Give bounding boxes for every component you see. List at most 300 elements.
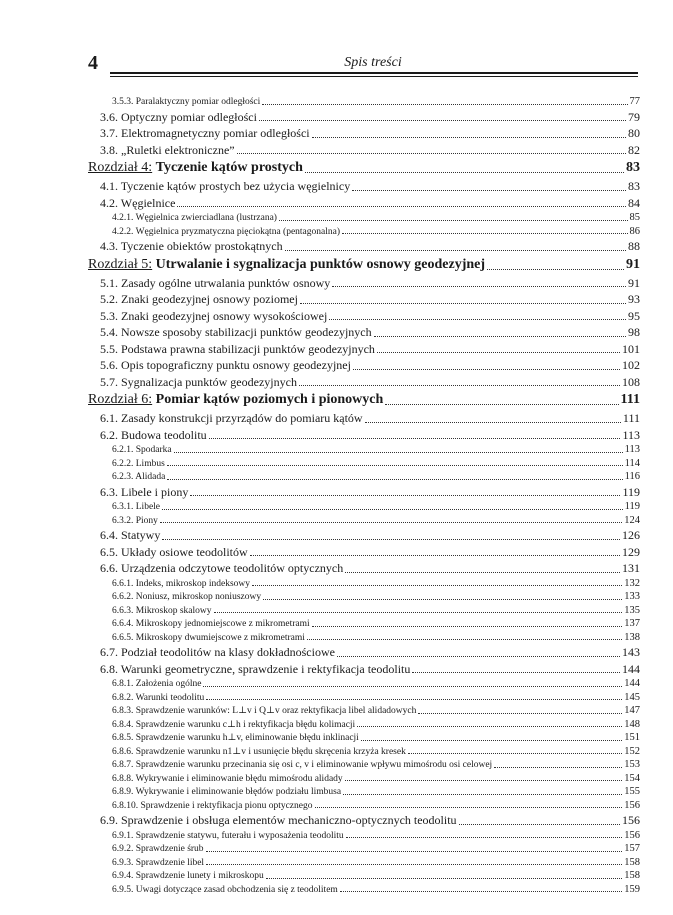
section-number: 6.2.1. (112, 445, 134, 455)
dot-leader (346, 837, 623, 838)
toc-section[interactable] (88, 357, 640, 374)
table-of-contents (88, 95, 640, 896)
page-ref: 144 (624, 678, 640, 689)
section-title: Mikroskopy jednomiejscowe z mikrometrami (135, 619, 310, 629)
dot-leader (174, 452, 623, 453)
toc-entry-label (112, 857, 204, 870)
section-title: Urządzenia odczytowe teodolitów optycznych (121, 561, 344, 575)
page-ref: 83 (626, 160, 640, 175)
toc-entry-label (88, 255, 485, 274)
dot-leader (337, 656, 620, 657)
toc-section[interactable] (88, 109, 640, 126)
toc-entry-label (112, 746, 406, 759)
page-ref: 77 (629, 96, 640, 107)
toc-section[interactable] (88, 238, 640, 255)
section-number: 5.3. (100, 308, 118, 323)
page-ref: 85 (629, 212, 640, 223)
toc-subsection[interactable] (88, 799, 640, 813)
toc-section[interactable] (88, 427, 640, 444)
dot-leader (266, 878, 623, 879)
section-title: Opis topograficzny punktu osnowy geodezyjnej (121, 358, 351, 372)
section-number: 6.9.5. (112, 884, 134, 895)
toc-subsection[interactable] (88, 211, 640, 225)
dot-leader (214, 612, 623, 613)
section-title: Statywy (121, 528, 161, 542)
section-number: 6.8.6. (112, 746, 134, 757)
page-ref: 108 (622, 374, 640, 389)
toc-chapter[interactable] (88, 255, 640, 275)
section-title: Limbus (135, 458, 165, 469)
section-number: 3.6. (100, 109, 118, 124)
page-ref: 98 (628, 325, 640, 339)
section-title: Mikroskop skalowy (135, 605, 212, 616)
toc-section[interactable] (88, 410, 640, 427)
dot-leader (206, 851, 623, 852)
section-number: 6.8.4. (112, 719, 134, 730)
section-title: Węgielnica zwierciadlana (lustrzana) (135, 213, 277, 223)
toc-entry-label (112, 870, 264, 883)
section-title: Warunki geometryczne, sprawdzenie i rektyfikacja teodolitu (120, 661, 411, 676)
section-number: 6.2.3. (112, 472, 134, 482)
toc-entry-label (100, 544, 248, 560)
section-number: 4.2.2. (112, 226, 134, 237)
section-number: 3.8. (100, 142, 118, 157)
section-number: 6.8.3. (112, 706, 134, 716)
toc-section[interactable] (88, 644, 640, 661)
section-title: Sprawdzenie warunku przecinania się osi c, v i eliminowanie wpływu mimośrodu osi celowej (135, 760, 493, 770)
page-ref: 113 (624, 444, 640, 455)
page-ref: 133 (624, 591, 640, 602)
dot-leader (352, 190, 626, 191)
toc-subsection[interactable] (88, 590, 640, 604)
toc-section[interactable] (88, 341, 640, 358)
toc-subsection[interactable] (88, 772, 640, 786)
section-title: Nowsze sposoby stabilizacji punktów geodezyjnych (121, 325, 372, 339)
page-ref: 114 (624, 457, 640, 469)
dot-leader (162, 509, 623, 510)
toc-entry-label (100, 812, 457, 828)
page-ref: 156 (624, 829, 640, 841)
dot-leader (209, 438, 621, 439)
section-number: 6.3.1. (112, 502, 134, 512)
toc-entry-label (112, 444, 172, 457)
toc-entry-label (112, 618, 310, 631)
section-title: Podstawa prawna stabilizacji punktów geodezyjnych (121, 341, 375, 356)
dot-leader (259, 120, 626, 121)
dot-leader (263, 599, 622, 600)
toc-entry-label (100, 275, 330, 291)
section-title: Warunki teodolitu (135, 692, 205, 703)
page-ref: 131 (622, 561, 640, 575)
section-title: Wykrywanie i eliminowanie błędu mimośrodu alidady (135, 773, 343, 784)
toc-entry-label (112, 591, 261, 604)
toc-entry-label (112, 692, 204, 705)
toc-entry-label (112, 471, 165, 484)
toc-entry-label (100, 109, 257, 125)
page-ref: 95 (628, 308, 640, 323)
section-number: 5.4. (100, 325, 118, 339)
section-title: Paralaktyczny pomiar odległości (135, 97, 261, 107)
section-title: Budowa teodolitu (121, 427, 207, 442)
section-number: 6.1. (100, 411, 118, 425)
section-number: 6.8.10. (112, 800, 139, 811)
toc-entry-label (88, 390, 383, 409)
toc-entry-label (100, 324, 372, 340)
section-title: Znaki geodezyjnej osnowy poziomej (121, 292, 298, 306)
dot-leader (365, 422, 621, 423)
dot-leader (307, 639, 622, 640)
page-ref: 82 (628, 142, 640, 157)
section-number: 4.3. (100, 239, 118, 253)
section-number: 5.1. (100, 275, 118, 290)
toc-entry-label (112, 578, 250, 591)
toc-section[interactable] (88, 142, 640, 159)
page-ref: 116 (624, 471, 640, 482)
section-number: 4.2.1. (112, 213, 134, 223)
page-ref: 119 (624, 501, 640, 512)
section-number: 6.4. (100, 528, 118, 542)
dot-leader (459, 824, 620, 825)
section-number: 6.6.2. (112, 592, 134, 602)
toc-subsection[interactable] (88, 617, 640, 631)
toc-section[interactable] (88, 275, 640, 292)
section-number: 6.2. (100, 427, 118, 442)
section-number: 3.7. (100, 126, 118, 140)
toc-entry-label (112, 786, 341, 799)
section-number: 6.9.1. (112, 830, 134, 841)
dot-leader (385, 404, 618, 405)
toc-section[interactable] (88, 484, 640, 501)
toc-entry-label (100, 410, 363, 426)
toc-section[interactable] (88, 324, 640, 341)
toc-subsection[interactable] (88, 856, 640, 870)
section-title: Sprawdzenie warunku h⊥v, eliminowanie błędu inklinacji (135, 733, 359, 743)
toc-entry-label (100, 341, 375, 357)
section-number: 6.6.5. (112, 632, 134, 643)
section-title: Zasady konstrukcji przyrządów do pomiaru kątów (121, 411, 363, 425)
section-title: Piony (135, 515, 158, 526)
toc-entry-label (112, 773, 343, 786)
dot-leader (299, 385, 620, 386)
toc-subsection[interactable] (88, 225, 640, 239)
dot-leader (353, 369, 620, 370)
toc-entry-label (100, 125, 310, 141)
toc-subsection[interactable] (88, 745, 640, 759)
toc-entry-label (112, 843, 204, 856)
dot-leader (190, 495, 620, 496)
toc-entry-label (112, 605, 212, 618)
toc-section[interactable] (88, 291, 640, 308)
page-ref: 111 (620, 392, 640, 407)
section-title: Założenia ogólne (135, 679, 202, 689)
page-ref: 79 (628, 109, 640, 124)
section-title: Sprawdzenie lunety i mikroskopu (135, 871, 264, 881)
toc-entry-label (100, 527, 160, 543)
toc-subsection[interactable] (88, 842, 640, 856)
page-ref: 137 (624, 618, 640, 629)
toc-section[interactable] (88, 125, 640, 142)
page-ref: 86 (629, 225, 640, 237)
dot-leader (343, 794, 622, 795)
page-ref: 91 (626, 256, 640, 272)
section-title: Węgielnice (120, 195, 176, 210)
dot-leader (412, 672, 620, 673)
toc-entry-label (112, 800, 313, 813)
dot-leader (374, 336, 626, 337)
toc-entry-label (100, 291, 298, 307)
section-number: 6.8. (100, 661, 118, 676)
toc-subsection[interactable] (88, 758, 640, 772)
page-ref: 159 (624, 883, 640, 895)
toc-subsection[interactable] (88, 785, 640, 799)
page-ref: 93 (628, 292, 640, 306)
toc-entry-label (112, 705, 416, 718)
page-ref: 135 (624, 604, 640, 616)
chapter-title: Pomiar kątów poziomych i pionowych (155, 392, 384, 407)
chapter-title: Utrwalanie i sygnalizacja punktów osnowy geodezyjnej (155, 256, 486, 272)
dot-leader (345, 572, 620, 573)
section-number: 6.2.2. (112, 458, 134, 469)
toc-entry-label (112, 759, 492, 772)
toc-subsection[interactable] (88, 443, 640, 457)
page-ref: 147 (624, 705, 640, 716)
toc-entry-label (100, 308, 327, 324)
section-number: 6.6.1. (112, 578, 134, 589)
chapter-number: Rozdział 4: (88, 160, 153, 175)
section-title: Sprawdzenie libel (135, 857, 205, 868)
toc-section[interactable] (88, 527, 640, 544)
page-ref: 129 (622, 544, 640, 559)
section-title: Mikroskopy dwumiejscowe z mikrometrami (135, 632, 305, 643)
dot-leader (345, 780, 623, 781)
section-title: Spodarka (135, 445, 172, 455)
section-number: 4.1. (100, 179, 118, 193)
dot-leader (167, 479, 622, 480)
running-title: Spis treści (344, 55, 402, 70)
section-number: 6.3. (100, 484, 118, 499)
dot-leader (252, 585, 622, 586)
toc-section[interactable] (88, 374, 640, 391)
section-title: Indeks, mikroskop indeksowy (135, 578, 251, 589)
toc-chapter[interactable] (88, 158, 640, 178)
dot-leader (206, 864, 622, 865)
toc-subsection[interactable] (88, 677, 640, 691)
section-number: 6.6.4. (112, 619, 134, 629)
section-title: Sprawdzenie warunku n1⊥v i usunięcie błędu skręcenia krzyża kresek (135, 746, 406, 757)
toc-subsection[interactable] (88, 869, 640, 883)
toc-subsection[interactable] (88, 704, 640, 718)
section-title: Optyczny pomiar odległości (121, 109, 257, 124)
toc-entry-label (100, 661, 410, 677)
toc-subsection[interactable] (88, 514, 640, 528)
toc-section[interactable] (88, 195, 640, 212)
toc-entry-label (112, 830, 344, 843)
section-number: 6.5. (100, 544, 118, 559)
toc-entry-label (112, 212, 277, 225)
page-ref: 83 (628, 179, 640, 193)
toc-entry-label (112, 719, 355, 732)
toc-entry-label (112, 515, 158, 528)
header-rule (110, 72, 638, 74)
page-ref: 156 (624, 799, 640, 811)
dot-leader (312, 626, 623, 627)
section-title: Libele (135, 502, 161, 512)
section-title: Wykrywanie i eliminowanie błędów podziału limbusa (135, 787, 342, 797)
page-ref: 111 (622, 411, 640, 425)
chapter-number: Rozdział 5: (88, 256, 153, 272)
toc-section[interactable] (88, 661, 640, 678)
section-title: Uwagi dotyczące zasad obchodzenia się z teodolitem (135, 884, 338, 895)
page-ref: 101 (622, 341, 640, 356)
page-ref: 155 (624, 786, 640, 797)
toc-entry-label (112, 678, 201, 691)
toc-entry-label (88, 158, 303, 177)
toc-section[interactable] (88, 544, 640, 561)
page-ref: 138 (624, 631, 640, 643)
toc-entry-label (100, 374, 297, 390)
toc-subsection[interactable] (88, 500, 640, 514)
toc-entry-label (100, 178, 350, 194)
dot-leader (167, 465, 623, 466)
section-title: Układy osiowe teodolitów (121, 544, 248, 559)
page-ref: 88 (628, 239, 640, 253)
toc-subsection[interactable] (88, 731, 640, 745)
toc-entry-label (112, 226, 340, 239)
page-ref: 158 (624, 856, 640, 868)
section-number: 5.6. (100, 358, 118, 372)
toc-section[interactable] (88, 560, 640, 577)
dot-leader (262, 104, 627, 105)
toc-entry-label (100, 142, 235, 158)
section-number: 6.9. (100, 813, 118, 827)
toc-subsection[interactable] (88, 95, 640, 109)
dot-leader (408, 753, 622, 754)
toc-entry-label (112, 884, 338, 897)
dot-leader (332, 286, 626, 287)
section-title: Sprawdzenie i obsługa elementów mechaniczno-optycznych teodolitu (121, 813, 457, 827)
section-title: Alidada (135, 472, 166, 482)
section-title: „Ruletki elektroniczne” (121, 142, 235, 157)
toc-section[interactable] (88, 812, 640, 829)
header-rule-thin (110, 76, 638, 77)
section-title: Sprawdzenie warunku c⊥h i rektyfikacja błędu kolimacji (135, 719, 356, 730)
section-number: 5.5. (100, 341, 118, 356)
section-title: Sprawdzenie warunków: L⊥v i Q⊥v oraz rektyfikacja libel alidadowych (135, 706, 417, 716)
section-number: 5.2. (100, 292, 118, 306)
page-ref: 80 (628, 126, 640, 140)
toc-entry-label (112, 458, 165, 471)
toc-subsection[interactable] (88, 883, 640, 897)
section-number: 6.8.9. (112, 787, 134, 797)
dot-leader (494, 767, 622, 768)
toc-subsection[interactable] (88, 604, 640, 618)
toc-entry-label (100, 238, 283, 254)
page-ref: 143 (622, 645, 640, 659)
page-ref: 102 (622, 358, 640, 372)
page-ref: 113 (622, 427, 640, 442)
toc-subsection[interactable] (88, 691, 640, 705)
section-title: Libele i piony (121, 484, 189, 499)
dot-leader (160, 522, 622, 523)
toc-entry-label (100, 484, 188, 500)
section-title: Elektromagnetyczny pomiar odległości (121, 126, 310, 140)
dot-leader (361, 740, 622, 741)
dot-leader (285, 250, 626, 251)
toc-entry-label (100, 644, 335, 660)
page-ref: 126 (622, 528, 640, 542)
dot-leader (418, 713, 622, 714)
toc-entry-label (112, 732, 359, 745)
toc-entry-label (100, 560, 343, 576)
dot-leader (377, 352, 620, 353)
toc-entry-label (112, 501, 160, 514)
section-number: 4.2. (100, 195, 118, 210)
toc-subsection[interactable] (88, 470, 640, 484)
dot-leader (300, 303, 626, 304)
section-number: 6.9.2. (112, 844, 134, 854)
dot-leader (329, 319, 626, 320)
page-ref: 154 (624, 772, 640, 784)
section-number: 6.7. (100, 645, 118, 659)
section-number: 6.8.2. (112, 692, 134, 703)
toc-subsection[interactable] (88, 718, 640, 732)
dot-leader (206, 699, 622, 700)
section-number: 6.8.5. (112, 733, 134, 743)
page-ref: 91 (628, 275, 640, 290)
toc-subsection[interactable] (88, 631, 640, 645)
toc-entry-label (112, 96, 260, 109)
section-title: Sprawdzenie i rektyfikacja pionu optycznego (140, 800, 313, 811)
section-number: 6.8.1. (112, 679, 134, 689)
section-title: Sprawdzenie statywu, futerału i wyposażenia teodolitu (135, 830, 344, 841)
toc-subsection[interactable] (88, 829, 640, 843)
section-number: 5.7. (100, 374, 118, 389)
toc-section[interactable] (88, 308, 640, 325)
section-number: 6.8.8. (112, 773, 134, 784)
toc-entry-label (100, 195, 175, 211)
section-number: 6.3.2. (112, 515, 134, 526)
page-ref: 157 (624, 843, 640, 854)
dot-leader (340, 891, 622, 892)
page-ref: 153 (624, 759, 640, 770)
dot-leader (357, 726, 622, 727)
page-ref: 151 (624, 732, 640, 743)
section-title: Podział teodolitów na klasy dokładnościowe (121, 645, 335, 659)
section-number: 3.5.3. (112, 97, 134, 107)
section-title: Zasady ogólne utrwalania punktów osnowy (121, 275, 331, 290)
dot-leader (315, 807, 623, 808)
section-number: 6.9.4. (112, 871, 134, 881)
section-title: Noniusz, mikroskop noniuszowy (135, 592, 262, 602)
dot-leader (177, 206, 626, 207)
toc-subsection[interactable] (88, 457, 640, 471)
dot-leader (312, 137, 626, 138)
page-number: 4 (88, 52, 98, 74)
section-number: 6.6. (100, 561, 118, 575)
page-ref: 144 (622, 661, 640, 676)
page-ref: 132 (624, 577, 640, 589)
page-ref: 84 (628, 195, 640, 210)
dot-leader (250, 555, 620, 556)
toc-chapter[interactable] (88, 390, 640, 410)
toc-section[interactable] (88, 178, 640, 195)
page-ref: 145 (624, 691, 640, 703)
page-ref: 152 (624, 745, 640, 757)
page-ref: 119 (622, 484, 640, 499)
toc-entry-label (100, 427, 207, 443)
toc-subsection[interactable] (88, 577, 640, 591)
section-title: Tyczenie kątów prostych bez użycia węgielnicy (120, 179, 351, 193)
